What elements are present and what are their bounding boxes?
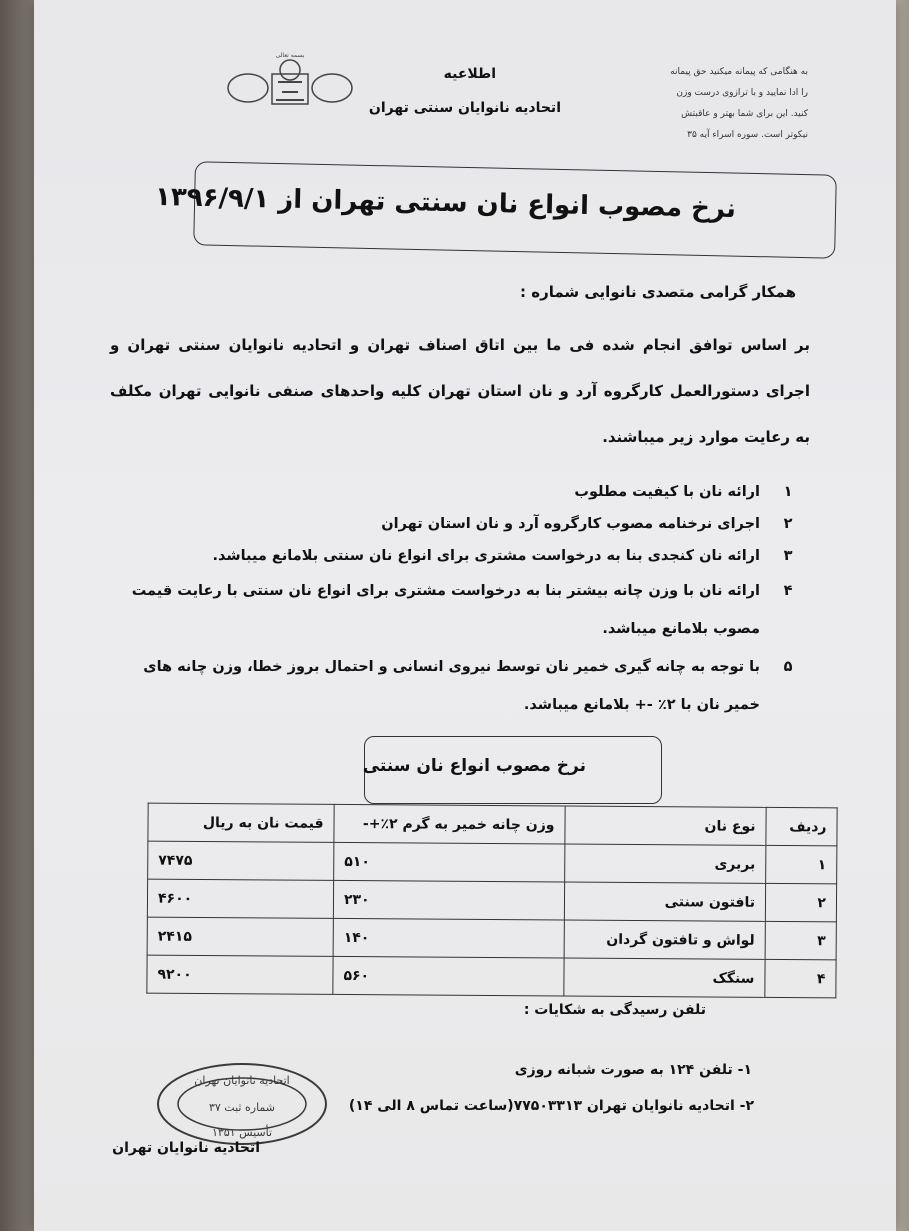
main-title: نرخ مصوب انواع نان سنتی تهران از ۱۳۹۶/۹/۱: [154, 181, 737, 225]
stamp-registration: شماره ثبت ۳۷: [208, 1101, 276, 1114]
list-item: ۵ با توجه به چانه گیری خمیر نان توسط نیروی انسانی و احتمال بروز خطا، وزن چانه های خمیر نان با ۲٪ -+ بلامانع میباشد.: [143, 659, 793, 713]
stamp-name: اتحادیه نانوایان تهران: [194, 1074, 290, 1087]
signature-label: اتحادیه نانوایان تهران: [112, 1140, 260, 1156]
table-row: ۳ لواش و تافتون گردان ۱۴۰ ۲۴۱۵: [147, 917, 836, 960]
list-item: ۳ ارائه نان کنجدی بنا به درخواست مشتری برای انواع نان سنتی بلامانع میباشد.: [212, 548, 793, 564]
table-row: ۲ تافتون سنتی ۲۳۰ ۴۶۰۰: [147, 879, 836, 922]
column-header: ردیف: [766, 807, 837, 845]
stamp-founded: تأسیس ۱۳۵۱: [211, 1126, 273, 1139]
column-header: قیمت نان به ریال: [148, 803, 334, 842]
rules-list: [116, 476, 816, 724]
notice-heading: اطلاعیه: [443, 66, 496, 82]
rates-title: نرخ مصوب انواع نان سنتی: [362, 756, 586, 776]
phone-line-1: ۱- تلفن ۱۲۴ به صورت شبانه روزی: [514, 1062, 752, 1078]
organization-name: اتحادیه نانوایان سنتی تهران: [368, 100, 561, 116]
document-page: [34, 0, 896, 1231]
rates-table: [146, 803, 837, 999]
logo-caption: بسمه تعالی: [275, 52, 305, 59]
union-logo-icon: [226, 48, 354, 118]
list-item: ۴ ارائه نان با وزن چانه بیشتر بنا به درخواست مشتری برای انواع نان سنتی با رعایت قیمت مصوب بلامانع میباشد.: [131, 583, 793, 637]
quran-verse: به هنگامی که پیمانه میکنید حق پیمانه را ادا نمایید و با ترازوی درست وزن کنید. این برای شما بهتر و عاقبتش نیکوتر است. سوره اسراء آیه ۳۵: [670, 67, 808, 140]
complaints-label: تلفن رسیدگی به شکایات :: [523, 1002, 706, 1018]
phone-line-2: ۲- اتحادیه نانوایان تهران ۷۷۵۰۳۳۱۳(ساعت تماس ۸ الی ۱۴): [348, 1098, 754, 1114]
column-header: وزن چانه خمیر به گرم ۲٪+-: [334, 804, 565, 844]
table-row: ۱ بربری ۵۱۰ ۷۴۷۵: [148, 841, 837, 884]
list-item: ۱ ارائه نان با کیفیت مطلوب: [574, 484, 793, 500]
table-row: ۴ سنگک ۵۶۰ ۹۲۰۰: [147, 955, 836, 998]
list-item: ۲ اجرای نرخنامه مصوب کارگروه آرد و نان استان تهران: [381, 516, 793, 532]
intro-paragraph: بر اساس توافق انجام شده فی ما بین اتاق اصناف تهران و اتحادیه نانوایان سنتی تهران و اجرای دستورالعمل کارگروه آرد و نان استان تهران کلیه واحدهای صنفی نانوایی تهران مکلف به رعایت موارد زیر میباشند.: [110, 336, 810, 446]
column-header: نوع نان: [565, 806, 766, 845]
greeting: همکار گرامی متصدی نانوایی شماره :: [520, 283, 796, 301]
table-header-row: [148, 803, 837, 846]
